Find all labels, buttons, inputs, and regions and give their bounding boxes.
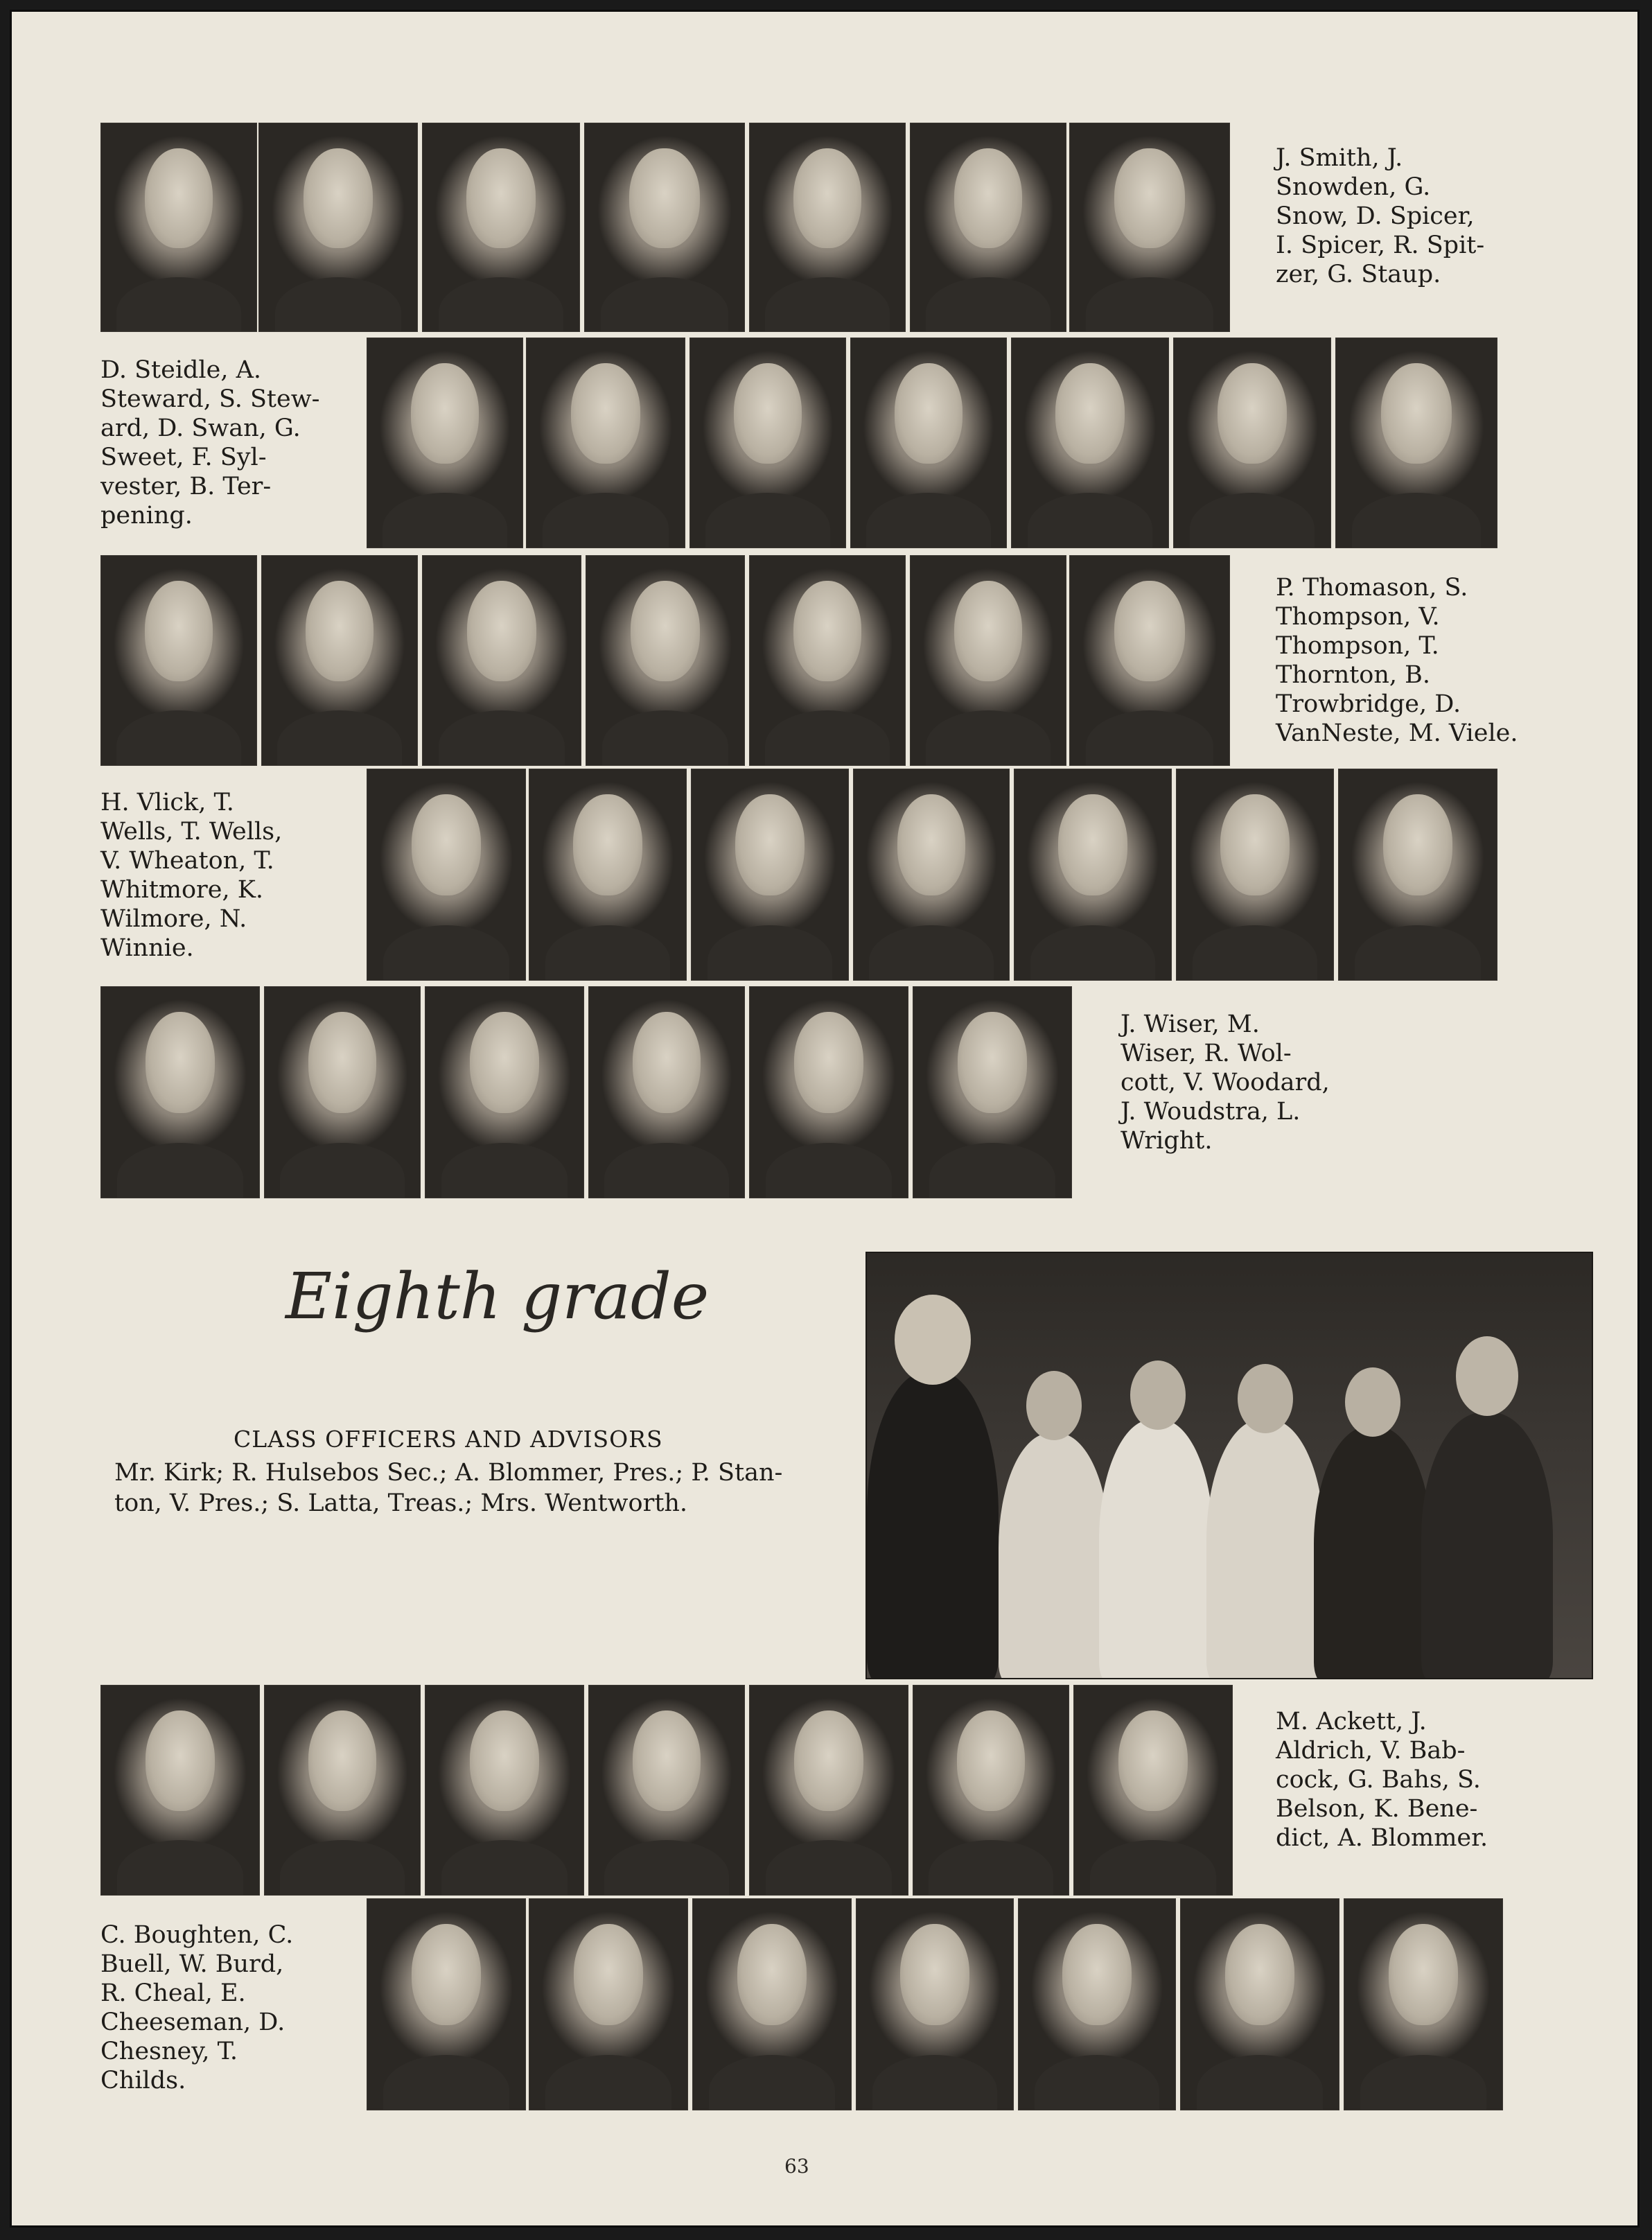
student-portrait: [529, 1898, 688, 2110]
yearbook-page: [10, 10, 1640, 2228]
student-portrait: [1173, 338, 1331, 548]
student-portrait: [1335, 338, 1497, 548]
advisor-figure: [1421, 1412, 1553, 1679]
student-portrait: [910, 555, 1066, 766]
page-number: 63: [784, 2155, 809, 2178]
student-portrait: [367, 338, 523, 548]
student-portrait: [1180, 1898, 1339, 2110]
student-portrait: [100, 1685, 260, 1896]
officer-head: [1026, 1371, 1082, 1440]
student-portrait: [1176, 769, 1334, 981]
student-portrait: [588, 986, 745, 1198]
row-1-caption: J. Smith, J. Snowden, G. Snow, D. Spicer, I. Spicer, R. Spit- zer, G. Staup.: [1276, 144, 1485, 288]
row-6-caption: M. Ackett, J. Aldrich, V. Bab- cock, G. Bahs, S. Belson, K. Bene- dict, A. Blommer.: [1276, 1708, 1488, 1852]
officer-head: [1130, 1360, 1186, 1430]
student-portrait: [584, 123, 745, 332]
student-portrait: [749, 986, 908, 1198]
section-title: Eighth grade: [285, 1259, 710, 1333]
student-portrait: [1338, 769, 1497, 981]
student-portrait: [913, 986, 1072, 1198]
officer-figure: [1314, 1426, 1432, 1679]
advisor-head: [1456, 1336, 1518, 1416]
officer-head: [1345, 1367, 1400, 1437]
student-portrait: [910, 123, 1066, 332]
student-portrait: [422, 123, 580, 332]
student-portrait: [100, 986, 260, 1198]
student-portrait: [692, 1898, 852, 2110]
student-portrait: [258, 123, 418, 332]
student-portrait: [1073, 1685, 1233, 1896]
student-portrait: [1069, 123, 1230, 332]
student-portrait: [586, 555, 745, 766]
advisor-figure: [867, 1371, 999, 1679]
officers-heading: CLASS OFFICERS AND ADVISORS: [234, 1426, 663, 1453]
class-officers-group-photo: [865, 1252, 1593, 1679]
officers-list: Mr. Kirk; R. Hulsebos Sec.; A. Blommer, Pres.; P. Stan- ton, V. Pres.; S. Latta, Treas.; Mrs. Wentworth.: [114, 1459, 783, 1517]
student-portrait: [913, 1685, 1069, 1896]
row-4-caption: H. Vlick, T. Wells, T. Wells, V. Wheaton, T. Whitmore, K. Wilmore, N. Winnie.: [100, 789, 283, 962]
student-portrait: [367, 1898, 526, 2110]
student-portrait: [100, 123, 257, 332]
student-portrait: [691, 769, 849, 981]
student-portrait: [264, 986, 421, 1198]
student-portrait: [1018, 1898, 1176, 2110]
row-7-caption: C. Boughten, C. Buell, W. Burd, R. Cheal, E. Cheeseman, D. Chesney, T. Childs.: [100, 1921, 294, 2094]
student-portrait: [264, 1685, 421, 1896]
student-portrait: [749, 123, 906, 332]
officer-figure: [1206, 1419, 1324, 1679]
officer-head: [1238, 1364, 1293, 1433]
officer-figure: [999, 1433, 1109, 1679]
student-portrait: [749, 1685, 908, 1896]
student-portrait: [261, 555, 418, 766]
student-portrait: [850, 338, 1007, 548]
student-portrait: [425, 1685, 584, 1896]
row-5-caption: J. Wiser, M. Wiser, R. Wol- cott, V. Woodard, J. Woudstra, L. Wright.: [1121, 1010, 1330, 1155]
student-portrait: [1014, 769, 1172, 981]
student-portrait: [529, 769, 687, 981]
student-portrait: [425, 986, 584, 1198]
student-portrait: [853, 769, 1010, 981]
student-portrait: [749, 555, 906, 766]
student-portrait: [588, 1685, 745, 1896]
student-portrait: [856, 1898, 1014, 2110]
student-portrait: [1069, 555, 1230, 766]
student-portrait: [422, 555, 581, 766]
student-portrait: [367, 769, 526, 981]
student-portrait: [1011, 338, 1169, 548]
student-portrait: [1344, 1898, 1503, 2110]
advisor-head: [895, 1295, 971, 1385]
student-portrait: [689, 338, 846, 548]
student-portrait: [526, 338, 685, 548]
row-2-caption: D. Steidle, A. Steward, S. Stew- ard, D. Swan, G. Sweet, F. Syl- vester, B. Ter- pening.: [100, 356, 320, 530]
officer-figure: [1099, 1419, 1213, 1679]
student-portrait: [100, 555, 257, 766]
row-3-caption: P. Thomason, S. Thompson, V. Thompson, T. Thornton, B. Trowbridge, D. VanNeste, M. Viele.: [1276, 574, 1518, 747]
